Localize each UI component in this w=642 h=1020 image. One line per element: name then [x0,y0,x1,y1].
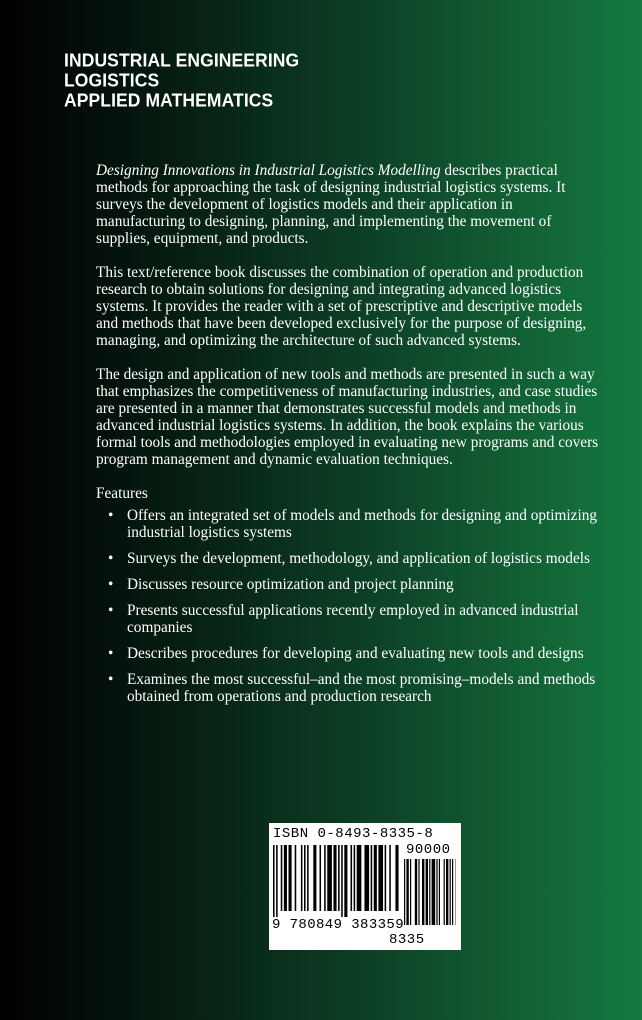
ean-barcode-bars [273,845,401,917]
intro-text: describes practical methods for approaching the task of designing industrial logistics systems. It surveys the development of logistics models and their application in manufacturing to designing, planning, and implementing the movement of supplies, equipment, and products. [96,162,566,247]
barcode-bar [333,845,336,911]
addon-barcode-bars [404,859,456,931]
barcode-bar [324,845,326,911]
barcode-bar [452,859,453,925]
description [96,162,600,714]
barcode-bar [436,859,437,925]
barcode-bar [364,845,369,911]
intro-paragraph [96,162,600,247]
barcode-bar [439,859,440,925]
barcode-bar [327,845,332,911]
feature-item [96,550,600,567]
bullet-icon: • [108,507,114,524]
ean-number: 9 780849 383359 [272,917,405,933]
barcode-bar [389,845,391,911]
isbn-barcode [269,823,461,950]
paragraph: This text/reference book discusses the combination of operation and production research to obtain solutions for designing and integrating advanced logistics systems. It provides the reader with a set of prescriptive and descriptive models and methods that have been developed exclusively for the purpose of designing, managing, and optimizing the architecture of such advanced systems. [96,264,587,349]
barcode-bar [432,859,436,925]
barcode-code: 8335 [389,932,425,948]
barcode-bar [313,845,316,911]
feature-item [96,645,600,662]
barcode-bar [354,845,356,911]
bullet-icon: • [108,645,114,662]
feature-text: Describes procedures for developing and evaluating new tools and designs [127,645,584,662]
feature-text: Offers an integrated set of models and methods for designing and optimizing industrial logistics systems [127,507,597,541]
barcode-bar [418,859,419,925]
barcode-bar [426,859,428,925]
subject-category: APPLIED MATHEMATICS [64,89,274,111]
barcode-bar [422,859,424,925]
barcode-bar [307,845,309,911]
price-code: 90000 [406,842,451,858]
barcode-bar [429,859,430,925]
barcode-bar [395,845,398,911]
bullet-icon: • [108,576,114,593]
feature-item [96,507,600,541]
feature-item [96,576,600,593]
book-title: Designing Innovations in Industrial Logistics Modelling [96,162,441,179]
barcode-bar [289,845,292,911]
barcode-bar [273,845,275,917]
barcode-bar [446,859,448,925]
barcode-bar [374,845,377,911]
barcode-bar [304,845,306,911]
subject-categories [64,50,299,110]
barcode-bar [371,845,373,911]
bullet-icon: • [108,602,114,619]
barcode-bar [301,845,303,911]
barcode-bar [281,845,283,911]
barcode-bar [410,859,411,925]
feature-text: Presents successful applications recently employed in advanced industrial companies [127,602,579,636]
barcode-bar [351,845,353,911]
bullet-icon: • [108,671,114,688]
barcode-bar [295,845,297,911]
barcode-bar [320,845,322,911]
barcode-bar [378,845,383,911]
barcode-bar [284,845,287,911]
barcode-bar [450,859,451,925]
barcode-bar [404,859,405,925]
features-title: Features [96,485,148,502]
feature-item [96,671,600,705]
isbn-label: ISBN 0-8493-8335-8 [273,826,434,842]
barcode-bar [444,859,445,925]
barcode-bar [341,845,343,917]
feature-item [96,602,600,636]
feature-text: Examines the most successful–and the most promising–models and methods obtained from operations and production research [127,671,596,705]
bullet-icon: • [108,550,114,567]
subject-category: LOGISTICS [64,69,160,91]
subject-category: INDUSTRIAL ENGINEERING [64,49,300,71]
barcode-bar [338,845,340,911]
feature-text: Surveys the development, methodology, and application of logistics models [127,550,590,567]
paragraph: The design and application of new tools and methods are presented in such a way that emphasizes the competitiveness of manufacturing industries, and case studies are presented in a manner that demonstrates successful models and methods in advanced industrial logistics systems. In addition, the book explains the various formal tools and methodologies employed in evaluating new programs and covers program management and dynamic evaluation techniques. [96,366,599,468]
barcode-bar [276,845,278,917]
barcode-bar [357,845,362,911]
barcode-bar [415,859,417,925]
barcode-bar [344,845,347,917]
features-list [96,507,600,705]
barcode-bar [406,859,408,925]
feature-text: Discusses resource optimization and project planning [127,576,454,593]
barcode-bar [385,845,387,911]
